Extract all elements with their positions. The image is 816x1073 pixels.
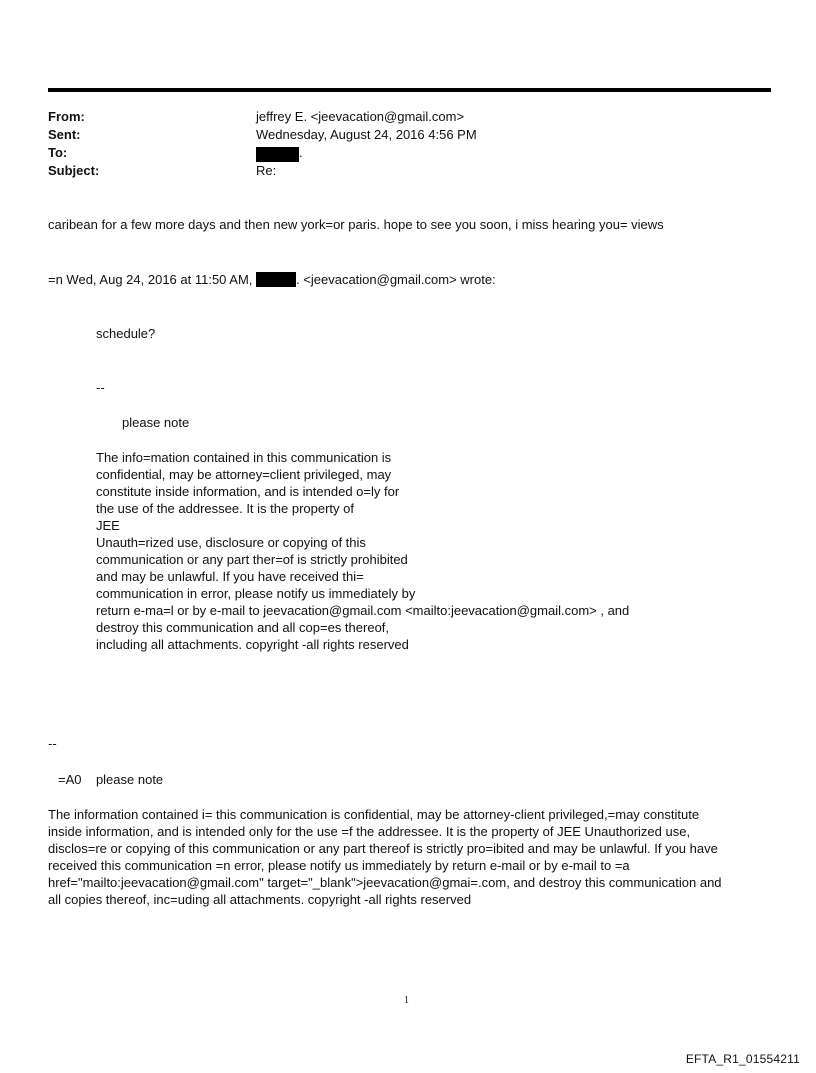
- email-header: [48, 108, 748, 180]
- disclaimer-line: The information contained i= this communication is confidential, may be attorney-client privileged,=may constitute: [48, 807, 700, 822]
- quote-prefix: =n Wed, Aug 24, 2016 at 11:50 AM,: [48, 272, 257, 287]
- to-suffix: .: [299, 145, 303, 160]
- subject-value: Re:: [256, 163, 277, 178]
- from-value: jeffrey E. <jeevacation@gmail.com>: [256, 109, 465, 124]
- subject-label: Subject:: [48, 163, 100, 178]
- disclaimer-line: and may be unlawful. If you have received thi=: [96, 569, 364, 584]
- from-row: [48, 108, 748, 126]
- disclaimer-line: all copies thereof, inc=uding all attachments. copyright -all rights reserved: [48, 892, 472, 907]
- header-divider: [48, 88, 771, 92]
- disclaimer-line: including all attachments. copyright -all rights reserved: [96, 637, 409, 652]
- quote-attribution: [48, 271, 496, 289]
- quoted-message: schedule?: [96, 326, 156, 341]
- disclaimer-line: communication or any part ther=of is strictly prohibited: [96, 552, 408, 567]
- outer-disclaimer: [48, 806, 768, 908]
- disclaimer-line: destroy this communication and all cop=es thereof,: [96, 620, 390, 635]
- redaction-box: [256, 147, 299, 162]
- disclaimer-line: disclos=re or copying of this communication or any part thereof is strictly pro=ibited and may be unlawful. If you have: [48, 841, 718, 856]
- quoted-signature-dash: --: [96, 380, 105, 395]
- quoted-please-note: please note: [122, 415, 190, 430]
- sent-row: [48, 126, 748, 144]
- disclaimer-line: received this communication =n error, please notify us immediately by return e-mail or by e-mail to =a: [48, 858, 630, 873]
- outer-signature-dash: --: [48, 736, 57, 751]
- disclaimer-line: communication in error, please notify us immediately by: [96, 586, 416, 601]
- reply-message: caribean for a few more days and then new york=or paris. hope to see you soon, i miss hearing you= views: [48, 217, 664, 232]
- disclaimer-line: Unauth=rized use, disclosure or copying of this: [96, 535, 366, 550]
- to-label: To:: [48, 145, 68, 160]
- from-label: From:: [48, 109, 85, 124]
- disclaimer-line: confidential, may be attorney=client privileged, may: [96, 467, 392, 482]
- sent-value: Wednesday, August 24, 2016 4:56 PM: [256, 127, 477, 142]
- disclaimer-line: the use of the addressee. It is the property of: [96, 501, 354, 516]
- quote-suffix: . <jeevacation@gmail.com> wrote:: [296, 272, 496, 287]
- disclaimer-line: href="mailto:jeevacation@gmail.com" target="_blank">jeevacation@gmai=.com, and destroy this communication and: [48, 875, 722, 890]
- disclaimer-line: return e-ma=l or by e-mail to jeevacation@gmail.com <mailto:jeevacation@gmail.com> , and: [96, 603, 630, 618]
- disclaimer-line: constitute inside information, and is intended o=ly for: [96, 484, 400, 499]
- sent-label: Sent:: [48, 127, 81, 142]
- bates-number: EFTA_R1_01554211: [685, 1052, 800, 1066]
- page-number: 1: [404, 995, 409, 1006]
- redaction-box: [256, 272, 296, 287]
- disclaimer-line: JEE: [96, 518, 120, 533]
- outer-please-note: =A0 please note: [58, 772, 164, 787]
- subject-row: [48, 162, 748, 180]
- quoted-disclaimer: [96, 449, 716, 653]
- disclaimer-line: The info=mation contained in this communication is: [96, 450, 392, 465]
- to-value: [256, 144, 303, 162]
- disclaimer-line: inside information, and is intended only for the use =f the addressee. It is the property of JEE Unauthorized use,: [48, 824, 691, 839]
- to-row: [48, 144, 748, 162]
